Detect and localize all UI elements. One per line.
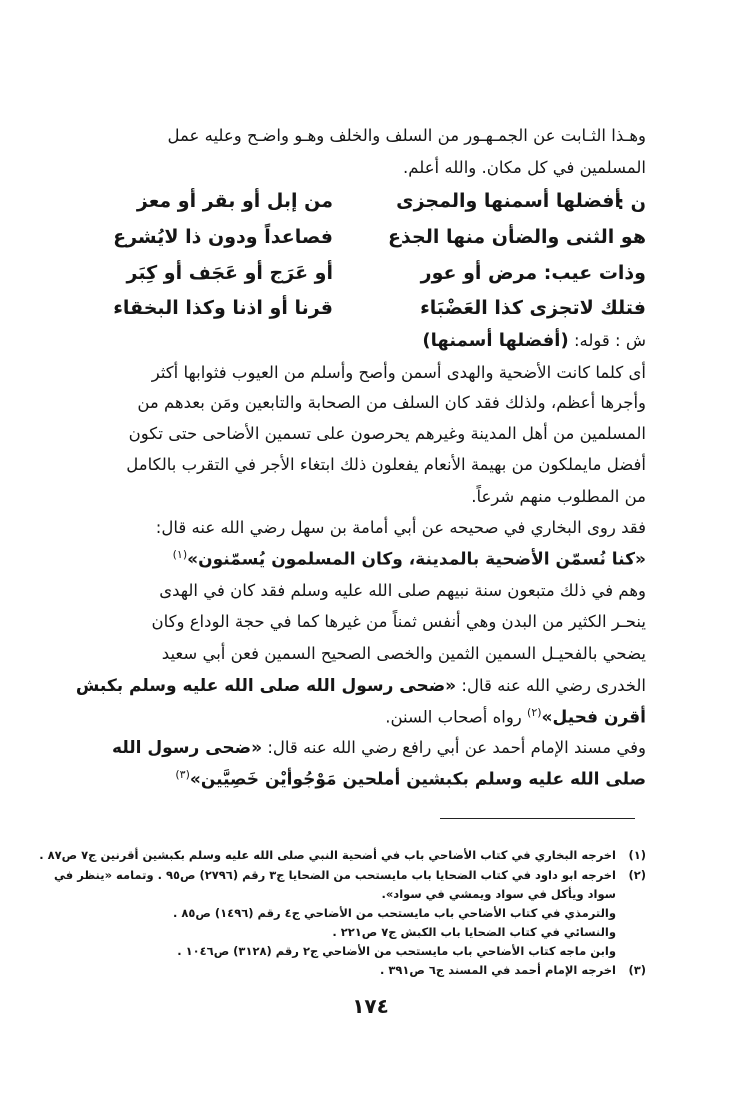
footnote-text: اخرجه ابو داود في كتاب الضحايا باب مايستحب من الضحايا ج٣ رقم (٢٧٩٦) ص٩٥ . وتمامه «ينظر في: [54, 868, 616, 882]
verse-first-hemistich: أفضلها أسمنها والمجزى: [396, 190, 621, 212]
verse-row: [93, 226, 646, 260]
khudri-intro: الخدرى رضي الله عنه قال:: [461, 676, 646, 695]
footnote-line: [98, 925, 646, 943]
footnote-ref: (٢): [527, 706, 542, 719]
commentary-line: أى كلما كانت الأضحية والهدى أسمن وأصح وأسلم من العيوب فثوابها أكثر: [151, 363, 646, 382]
footnote-text: والترمذي في كتاب الأضاحي باب مايستحب من الأضاحي ج٤ رقم (١٤٩٦) ص٨٥ .: [173, 906, 616, 920]
footnote-text: سواد ويأكل في سواد ويمشي في سواد».: [381, 887, 616, 901]
narration-source: رواه أصحاب السنن.: [385, 707, 522, 727]
sunnah-line: ينحـر الكثير من البدن وهي أنفس ثمناً من غيرها كما في حجة الوداع وكان: [151, 612, 646, 631]
footnote-ref: (٣): [175, 768, 190, 781]
bukhari-intro: فقد روى البخاري في صحيحه عن أبي أمامة بن سهل رضي الله عنه قال:: [155, 518, 646, 537]
verse-second-hemistich: قرنا أو اذنا وكذا البخقاء: [113, 297, 333, 319]
verse-row: [93, 190, 621, 224]
commentary-line: أفضل مايملكون من بهيمة الأنعام يفعلون ذلك ابتغاء الأجر في التقرب بالكامل: [126, 455, 646, 474]
commentary-line: من المطلوب منهم شرعاً.: [471, 487, 646, 506]
verse-first-hemistich: وذات عيب: مرض أو عور: [420, 262, 646, 284]
verse-second-hemistich: من إبل أو بقر أو معز: [136, 190, 333, 212]
verse-row: [93, 297, 646, 331]
commentary-label: ش : قوله:: [573, 331, 646, 350]
footnote-number: (١): [628, 848, 646, 862]
footnote-line: [98, 963, 646, 981]
page-number: ١٧٤: [352, 994, 389, 1018]
verse-second-hemistich: أو عَرَج أو عَجَف أو كِبَر: [126, 262, 333, 284]
sunnah-line: يضحي بالفحيـل السمين الثمين والخصى الصحيح السمين فعن أبي سعيد: [161, 644, 646, 663]
verse-row: [93, 262, 646, 296]
ahmad-hadith-line-2: [98, 768, 646, 790]
sunnah-line: وهم في ذلك متبعون سنة نبيهم صلى الله عليه وسلم فقد كان في الهدى: [159, 581, 646, 600]
footnote-text: والنسائي في كتاب الضحايا باب الكبش ج٧ ص٢٢١ .: [332, 925, 616, 939]
footnote-text: وابن ماجه كتاب الأضاحي باب مايستحب من الأضاحي ج٢ رقم (٣١٢٨) ص١٠٤٦ .: [177, 944, 616, 958]
footnote-line: [98, 887, 646, 905]
footnote-line: [98, 906, 646, 924]
verse-second-hemistich: فصاعداً ودون ذا لايُشرع: [113, 226, 333, 248]
khudri-hadith-line-2: [98, 706, 646, 728]
commentary-line: وأجرها أعظم، ولذلك فقد كان السلف من الصحابة والتابعين ومَن بعدهم من: [137, 393, 646, 412]
commentary-heading: [98, 330, 646, 351]
bukhari-hadith: [98, 548, 646, 570]
commentary-line: المسلمين من أهل المدينة وغيرهم يحرصون على تسمين الأضاحى حتى تكون: [128, 424, 646, 443]
hadith-quote: صلى الله عليه وسلم بكبشين أملحين مَوْجُوأيْن خَصِيَّين»: [189, 769, 646, 790]
hadith-quote: «كنا نُسمّن الأضحية بالمدينة، وكان المسلمون يُسمّنون»: [187, 549, 646, 570]
hadith-quote: أقرن فحيل»: [541, 707, 646, 728]
verse-first-hemistich: هو الثنى والضأن منها الجذع: [388, 226, 646, 248]
quoted-phrase: (أفضلها أسمنها): [422, 330, 569, 351]
footnote-text: اخرجه البخاري في كتاب الأضاحي باب في أضحية النبي صلى الله عليه وسلم بكبشين أقرنين ج٧ ص٨٧ .: [39, 848, 616, 862]
ahmad-hadith-line-1: [98, 738, 646, 758]
intro-line-1: وهـذا الثـابت عن الجمـهـور من السلف والخلف وهـو واضـح وعليه عمل: [167, 126, 646, 145]
footnote-number: (٢): [628, 868, 646, 882]
footnote-line: [98, 944, 646, 962]
ahmad-intro: وفي مسند الإمام أحمد عن أبي رافع رضي الله عنه قال:: [267, 738, 646, 757]
khudri-hadith-line-1: [75, 676, 646, 696]
footnote-line: [54, 868, 646, 886]
footnote-separator: [440, 818, 635, 819]
footnote-line: [39, 848, 646, 866]
footnote-text: اخرجه الإمام أحمد في المسند ج٦ ص٣٩١ .: [379, 963, 616, 977]
footnote-ref: (١): [172, 548, 188, 561]
intro-line-2: المسلمين في كل مكان. والله أعلم.: [403, 158, 646, 177]
verse-first-hemistich: فتلك لاتجزى كذا العَضْبَاء: [420, 297, 646, 319]
verse-marker: ن :: [617, 193, 646, 214]
hadith-quote: «ضحى رسول الله صلى الله عليه وسلم بكبش: [75, 676, 457, 696]
hadith-quote: «ضحى رسول الله: [112, 738, 263, 758]
footnote-number: (٣): [628, 963, 646, 977]
